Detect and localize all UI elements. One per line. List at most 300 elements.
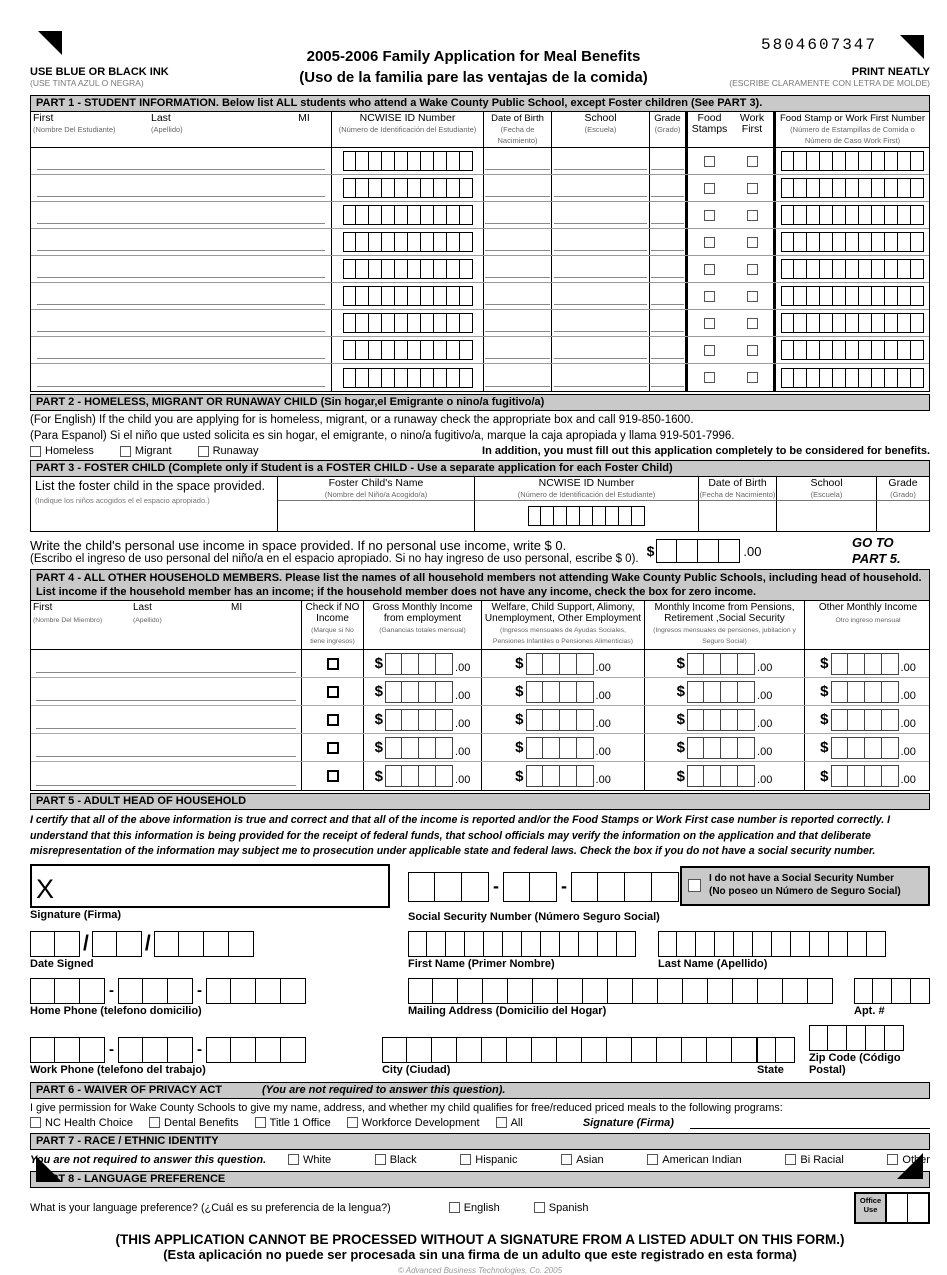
digit-box[interactable] — [833, 259, 846, 279]
digit-box[interactable] — [526, 681, 543, 703]
digit-box[interactable] — [656, 539, 677, 563]
food-stamps-checkbox[interactable] — [704, 156, 715, 167]
all-checkbox[interactable] — [496, 1117, 507, 1128]
american-indian-checkbox[interactable] — [647, 1154, 658, 1165]
digit-box[interactable] — [911, 151, 924, 171]
digit-box[interactable] — [154, 931, 179, 957]
digit-box[interactable] — [859, 286, 872, 306]
digit-box[interactable] — [865, 681, 882, 703]
digit-box[interactable] — [395, 232, 408, 252]
digit-box[interactable] — [833, 205, 846, 225]
digit-box[interactable] — [179, 931, 204, 957]
work-first-checkbox[interactable] — [747, 156, 758, 167]
digit-box[interactable] — [831, 653, 848, 675]
digit-box[interactable] — [820, 368, 833, 388]
digit-box[interactable] — [421, 286, 434, 306]
digit-box[interactable] — [434, 205, 447, 225]
grade-field[interactable] — [649, 283, 685, 309]
digit-box[interactable] — [738, 709, 755, 731]
digit-box[interactable] — [794, 259, 807, 279]
digit-box[interactable] — [507, 1037, 532, 1063]
digit-box[interactable] — [833, 178, 846, 198]
digit-box[interactable] — [872, 368, 885, 388]
digit-box[interactable] — [343, 286, 356, 306]
digit-box[interactable] — [865, 709, 882, 731]
grade-field[interactable] — [649, 364, 685, 391]
digit-box[interactable] — [848, 931, 867, 957]
black-checkbox[interactable] — [375, 1154, 386, 1165]
digit-box[interactable] — [560, 709, 577, 731]
digit-box[interactable] — [619, 506, 632, 526]
student-name-field[interactable] — [31, 175, 331, 201]
digit-box[interactable] — [447, 286, 460, 306]
student-name-field[interactable] — [31, 256, 331, 282]
digit-box[interactable] — [898, 178, 911, 198]
digit-box[interactable] — [687, 709, 704, 731]
digit-box[interactable] — [560, 765, 577, 787]
digit-box[interactable] — [567, 506, 580, 526]
digit-box[interactable] — [704, 765, 721, 787]
digit-box[interactable] — [608, 978, 633, 1004]
digit-box[interactable] — [807, 259, 820, 279]
digit-box[interactable] — [865, 737, 882, 759]
workforce-development-checkbox[interactable] — [347, 1117, 358, 1128]
student-name-field[interactable] — [31, 148, 331, 174]
no-ssn-checkbox[interactable] — [688, 879, 701, 892]
digit-box[interactable] — [543, 653, 560, 675]
work-first-checkbox[interactable] — [747, 183, 758, 194]
digit-box[interactable] — [704, 737, 721, 759]
digit-box[interactable] — [607, 1037, 632, 1063]
work-first-checkbox[interactable] — [747, 345, 758, 356]
hispanic-checkbox[interactable] — [460, 1154, 471, 1165]
member-name-field[interactable] — [31, 650, 301, 677]
digit-box[interactable] — [408, 872, 435, 902]
grade-field[interactable] — [649, 148, 685, 174]
digit-box[interactable] — [882, 653, 899, 675]
dob-field[interactable] — [483, 256, 551, 282]
school-field[interactable] — [551, 148, 649, 174]
nc-health-choice-checkbox[interactable] — [30, 1117, 41, 1128]
school-field[interactable] — [551, 175, 649, 201]
digit-box[interactable] — [402, 709, 419, 731]
digit-box[interactable] — [385, 653, 402, 675]
school-field[interactable] — [551, 337, 649, 363]
school-field[interactable] — [551, 202, 649, 228]
foster-name-field[interactable] — [278, 501, 474, 531]
digit-box[interactable] — [382, 151, 395, 171]
digit-box[interactable] — [885, 313, 898, 333]
digit-box[interactable] — [421, 151, 434, 171]
school-field[interactable] — [551, 364, 649, 391]
digit-box[interactable] — [436, 709, 453, 731]
digit-box[interactable] — [482, 1037, 507, 1063]
dob-field[interactable] — [483, 229, 551, 255]
digit-box[interactable] — [794, 313, 807, 333]
digit-box[interactable] — [715, 931, 734, 957]
signature-field[interactable] — [30, 864, 390, 908]
digit-box[interactable] — [421, 232, 434, 252]
digit-box[interactable] — [571, 872, 598, 902]
digit-box[interactable] — [408, 151, 421, 171]
digit-box[interactable] — [436, 737, 453, 759]
digit-box[interactable] — [560, 931, 579, 957]
digit-box[interactable] — [721, 681, 738, 703]
digit-box[interactable] — [382, 178, 395, 198]
digit-box[interactable] — [810, 931, 829, 957]
digit-box[interactable] — [734, 931, 753, 957]
student-name-field[interactable] — [31, 283, 331, 309]
digit-box[interactable] — [898, 232, 911, 252]
work-first-checkbox[interactable] — [747, 372, 758, 383]
digit-box[interactable] — [369, 178, 382, 198]
digit-box[interactable] — [721, 765, 738, 787]
digit-box[interactable] — [408, 259, 421, 279]
digit-box[interactable] — [395, 151, 408, 171]
no-income-checkbox[interactable] — [327, 714, 339, 726]
digit-box[interactable] — [911, 313, 924, 333]
grade-field[interactable] — [649, 256, 685, 282]
digit-box[interactable] — [462, 872, 489, 902]
digit-box[interactable] — [460, 178, 473, 198]
digit-box[interactable] — [382, 205, 395, 225]
digit-box[interactable] — [579, 931, 598, 957]
student-name-field[interactable] — [31, 202, 331, 228]
digit-box[interactable] — [55, 931, 80, 957]
student-name-field[interactable] — [31, 337, 331, 363]
digit-box[interactable] — [738, 653, 755, 675]
digit-box[interactable] — [457, 1037, 482, 1063]
dob-field[interactable] — [483, 283, 551, 309]
digit-box[interactable] — [866, 1025, 885, 1051]
digit-box[interactable] — [508, 978, 533, 1004]
digit-box[interactable] — [898, 259, 911, 279]
digit-box[interactable] — [867, 931, 886, 957]
digit-box[interactable] — [704, 709, 721, 731]
digit-box[interactable] — [593, 506, 606, 526]
dob-field[interactable] — [483, 337, 551, 363]
digit-box[interactable] — [80, 978, 105, 1004]
runaway-checkbox[interactable] — [198, 446, 209, 457]
digit-box[interactable] — [434, 259, 447, 279]
digit-box[interactable] — [872, 178, 885, 198]
digit-box[interactable] — [872, 205, 885, 225]
digit-box[interactable] — [831, 709, 848, 731]
digit-box[interactable] — [558, 978, 583, 1004]
digit-box[interactable] — [721, 709, 738, 731]
digit-box[interactable] — [356, 368, 369, 388]
digit-box[interactable] — [807, 151, 820, 171]
digit-box[interactable] — [783, 978, 808, 1004]
digit-box[interactable] — [652, 872, 679, 902]
digit-box[interactable] — [395, 259, 408, 279]
digit-box[interactable] — [421, 205, 434, 225]
digit-box[interactable] — [382, 259, 395, 279]
grade-field[interactable] — [649, 337, 685, 363]
digit-box[interactable] — [369, 259, 382, 279]
digit-box[interactable] — [808, 978, 833, 1004]
digit-box[interactable] — [781, 205, 794, 225]
digit-box[interactable] — [526, 653, 543, 675]
digit-box[interactable] — [503, 872, 530, 902]
member-name-field[interactable] — [31, 734, 301, 761]
no-income-checkbox[interactable] — [327, 686, 339, 698]
digit-box[interactable] — [807, 178, 820, 198]
digit-box[interactable] — [369, 340, 382, 360]
digit-box[interactable] — [911, 368, 924, 388]
digit-box[interactable] — [419, 709, 436, 731]
digit-box[interactable] — [402, 653, 419, 675]
digit-box[interactable] — [281, 1037, 306, 1063]
digit-box[interactable] — [434, 313, 447, 333]
digit-box[interactable] — [532, 1037, 557, 1063]
digit-box[interactable] — [831, 737, 848, 759]
digit-box[interactable] — [781, 178, 794, 198]
digit-box[interactable] — [382, 286, 395, 306]
digit-box[interactable] — [408, 368, 421, 388]
digit-box[interactable] — [781, 151, 794, 171]
digit-box[interactable] — [753, 931, 772, 957]
digit-box[interactable] — [118, 978, 143, 1004]
digit-box[interactable] — [682, 1037, 707, 1063]
digit-box[interactable] — [658, 978, 683, 1004]
digit-box[interactable] — [408, 931, 427, 957]
food-stamps-checkbox[interactable] — [704, 372, 715, 383]
digit-box[interactable] — [820, 286, 833, 306]
digit-box[interactable] — [882, 765, 899, 787]
digit-box[interactable] — [543, 681, 560, 703]
work-first-checkbox[interactable] — [747, 291, 758, 302]
digit-box[interactable] — [831, 765, 848, 787]
digit-box[interactable] — [343, 313, 356, 333]
digit-box[interactable] — [92, 931, 117, 957]
digit-box[interactable] — [859, 340, 872, 360]
no-income-checkbox[interactable] — [327, 770, 339, 782]
digit-box[interactable] — [738, 765, 755, 787]
digit-box[interactable] — [781, 340, 794, 360]
digit-box[interactable] — [848, 653, 865, 675]
digit-box[interactable] — [143, 978, 168, 1004]
digit-box[interactable] — [483, 978, 508, 1004]
digit-box[interactable] — [419, 737, 436, 759]
digit-box[interactable] — [458, 978, 483, 1004]
digit-box[interactable] — [872, 232, 885, 252]
food-stamps-checkbox[interactable] — [704, 237, 715, 248]
digit-box[interactable] — [898, 286, 911, 306]
digit-box[interactable] — [382, 340, 395, 360]
digit-box[interactable] — [833, 313, 846, 333]
digit-box[interactable] — [872, 340, 885, 360]
digit-box[interactable] — [577, 765, 594, 787]
digit-box[interactable] — [408, 178, 421, 198]
digit-box[interactable] — [859, 205, 872, 225]
digit-box[interactable] — [382, 313, 395, 333]
digit-box[interactable] — [687, 653, 704, 675]
digit-box[interactable] — [543, 737, 560, 759]
digit-box[interactable] — [820, 313, 833, 333]
digit-box[interactable] — [577, 653, 594, 675]
digit-box[interactable] — [807, 205, 820, 225]
digit-box[interactable] — [846, 368, 859, 388]
digit-box[interactable] — [828, 1025, 847, 1051]
digit-box[interactable] — [833, 151, 846, 171]
digit-box[interactable] — [434, 368, 447, 388]
digit-box[interactable] — [885, 151, 898, 171]
digit-box[interactable] — [503, 931, 522, 957]
white-checkbox[interactable] — [288, 1154, 299, 1165]
digit-box[interactable] — [460, 205, 473, 225]
digit-box[interactable] — [421, 313, 434, 333]
digit-box[interactable] — [873, 978, 892, 1004]
title-1-office-checkbox[interactable] — [255, 1117, 266, 1128]
grade-field[interactable] — [649, 175, 685, 201]
digit-box[interactable] — [369, 205, 382, 225]
digit-box[interactable] — [898, 313, 911, 333]
digit-box[interactable] — [872, 286, 885, 306]
digit-box[interactable] — [229, 931, 254, 957]
digit-box[interactable] — [419, 765, 436, 787]
grade-field[interactable] — [649, 310, 685, 336]
digit-box[interactable] — [809, 1025, 828, 1051]
digit-box[interactable] — [781, 286, 794, 306]
digit-box[interactable] — [460, 368, 473, 388]
asian-checkbox[interactable] — [561, 1154, 572, 1165]
digit-box[interactable] — [419, 681, 436, 703]
digit-box[interactable] — [696, 931, 715, 957]
digit-box[interactable] — [369, 313, 382, 333]
school-field[interactable] — [551, 283, 649, 309]
digit-box[interactable] — [577, 681, 594, 703]
digit-box[interactable] — [598, 931, 617, 957]
digit-box[interactable] — [526, 709, 543, 731]
digit-box[interactable] — [408, 286, 421, 306]
digit-box[interactable] — [434, 232, 447, 252]
digit-box[interactable] — [402, 765, 419, 787]
digit-box[interactable] — [848, 681, 865, 703]
digit-box[interactable] — [541, 931, 560, 957]
digit-box[interactable] — [882, 737, 899, 759]
digit-box[interactable] — [892, 978, 911, 1004]
digit-box[interactable] — [772, 931, 791, 957]
digit-box[interactable] — [898, 151, 911, 171]
digit-box[interactable] — [465, 931, 484, 957]
food-stamps-checkbox[interactable] — [704, 183, 715, 194]
school-field[interactable] — [551, 229, 649, 255]
digit-box[interactable] — [484, 931, 503, 957]
digit-box[interactable] — [526, 737, 543, 759]
digit-box[interactable] — [55, 978, 80, 1004]
food-stamps-checkbox[interactable] — [704, 210, 715, 221]
member-name-field[interactable] — [31, 678, 301, 705]
digit-box[interactable] — [343, 340, 356, 360]
digit-box[interactable] — [356, 313, 369, 333]
digit-box[interactable] — [781, 259, 794, 279]
digit-box[interactable] — [882, 709, 899, 731]
digit-box[interactable] — [721, 653, 738, 675]
digit-box[interactable] — [432, 1037, 457, 1063]
digit-box[interactable] — [820, 232, 833, 252]
digit-box[interactable] — [807, 368, 820, 388]
digit-box[interactable] — [833, 286, 846, 306]
digit-box[interactable] — [395, 340, 408, 360]
digit-box[interactable] — [632, 506, 645, 526]
digit-box[interactable] — [911, 340, 924, 360]
digit-box[interactable] — [30, 1037, 55, 1063]
digit-box[interactable] — [721, 737, 738, 759]
digit-box[interactable] — [898, 340, 911, 360]
digit-box[interactable] — [885, 205, 898, 225]
digit-box[interactable] — [707, 1037, 732, 1063]
digit-box[interactable] — [807, 313, 820, 333]
digit-box[interactable] — [846, 259, 859, 279]
digit-box[interactable] — [434, 340, 447, 360]
digit-box[interactable] — [758, 978, 783, 1004]
digit-box[interactable] — [447, 232, 460, 252]
digit-box[interactable] — [794, 286, 807, 306]
digit-box[interactable] — [859, 178, 872, 198]
digit-box[interactable] — [698, 539, 719, 563]
digit-box[interactable] — [732, 1037, 757, 1063]
food-stamps-checkbox[interactable] — [704, 318, 715, 329]
no-income-checkbox[interactable] — [327, 742, 339, 754]
digit-box[interactable] — [677, 931, 696, 957]
digit-box[interactable] — [395, 205, 408, 225]
digit-box[interactable] — [846, 286, 859, 306]
digit-box[interactable] — [704, 681, 721, 703]
digit-box[interactable] — [911, 259, 924, 279]
digit-box[interactable] — [733, 978, 758, 1004]
digit-box[interactable] — [859, 368, 872, 388]
digit-box[interactable] — [460, 340, 473, 360]
digit-box[interactable] — [343, 259, 356, 279]
digit-box[interactable] — [281, 978, 306, 1004]
homeless-checkbox[interactable] — [30, 446, 41, 457]
digit-box[interactable] — [911, 178, 924, 198]
no-income-checkbox[interactable] — [327, 658, 339, 670]
digit-box[interactable] — [408, 313, 421, 333]
digit-box[interactable] — [436, 653, 453, 675]
student-name-field[interactable] — [31, 364, 331, 391]
digit-box[interactable] — [859, 151, 872, 171]
digit-box[interactable] — [820, 340, 833, 360]
digit-box[interactable] — [898, 205, 911, 225]
digit-box[interactable] — [859, 232, 872, 252]
digit-box[interactable] — [460, 259, 473, 279]
digit-box[interactable] — [356, 178, 369, 198]
school-field[interactable] — [551, 310, 649, 336]
digit-box[interactable] — [460, 313, 473, 333]
digit-box[interactable] — [402, 737, 419, 759]
digit-box[interactable] — [369, 368, 382, 388]
digit-box[interactable] — [382, 232, 395, 252]
bi-racial-checkbox[interactable] — [785, 1154, 796, 1165]
digit-box[interactable] — [408, 232, 421, 252]
digit-box[interactable] — [776, 1037, 795, 1063]
digit-box[interactable] — [820, 151, 833, 171]
digit-box[interactable] — [885, 259, 898, 279]
digit-box[interactable] — [395, 313, 408, 333]
digit-box[interactable] — [382, 368, 395, 388]
digit-box[interactable] — [385, 765, 402, 787]
digit-box[interactable] — [385, 709, 402, 731]
digit-box[interactable] — [526, 765, 543, 787]
digit-box[interactable] — [460, 151, 473, 171]
digit-box[interactable] — [807, 232, 820, 252]
digit-box[interactable] — [554, 506, 567, 526]
digit-box[interactable] — [382, 1037, 407, 1063]
digit-box[interactable] — [433, 978, 458, 1004]
digit-box[interactable] — [446, 931, 465, 957]
